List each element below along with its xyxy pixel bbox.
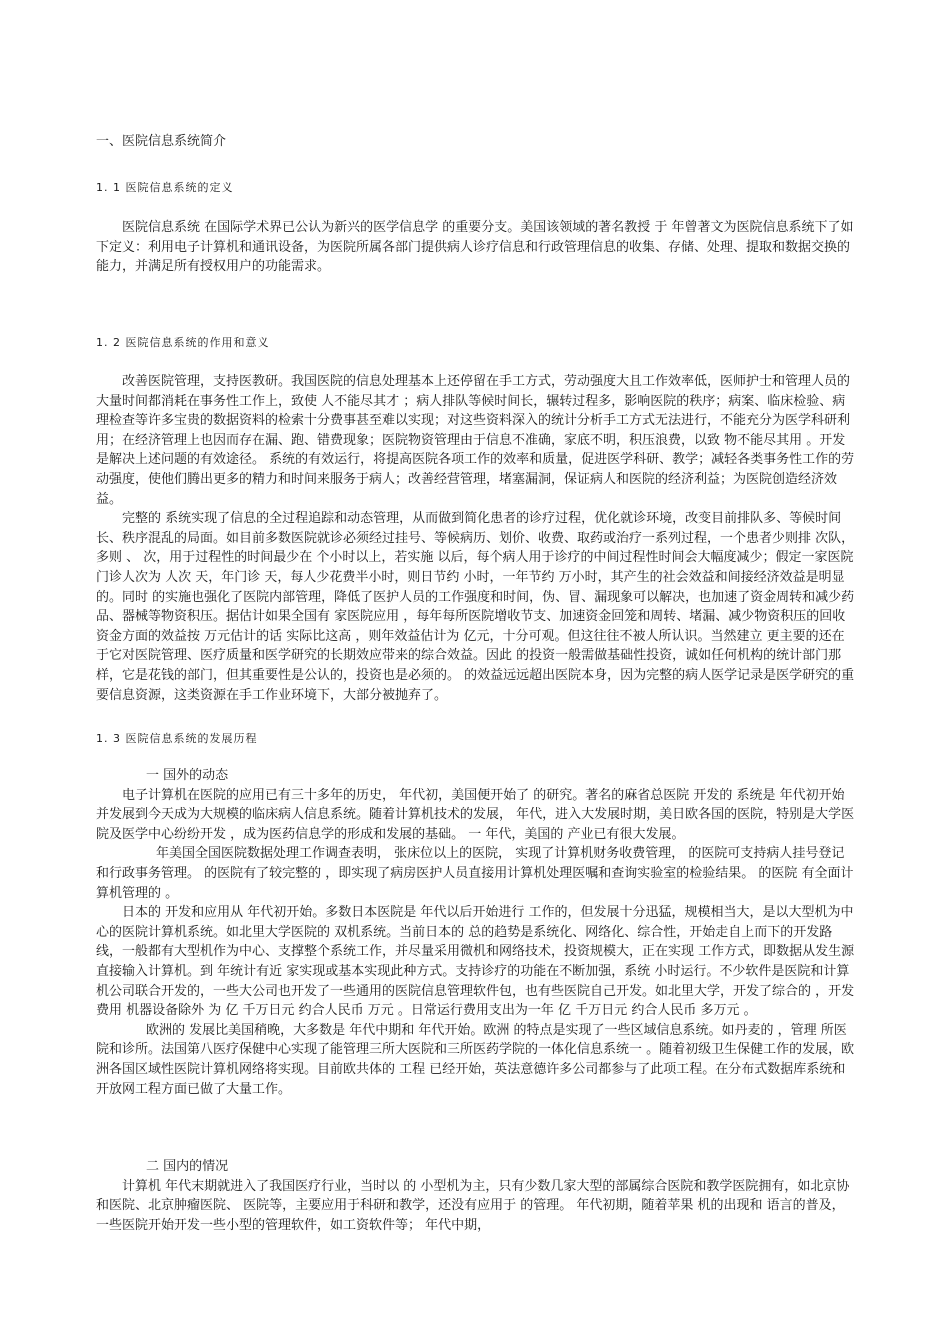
section-1-2-body xyxy=(96,372,856,705)
section-1-3-body xyxy=(96,766,856,1099)
paragraph: 年美国全国医院数据处理工作调查表明， 张床位以上的医院， 实现了计算机财务收费管理， 的医院可支持病人挂号登记和行政事务管理。 的医院有了较完整的 ，即实现了病房医护人员直接用计算机处理医嘱和查询实验室的检验结果。 的医院 有全面计算机管理的 。 xyxy=(96,846,854,901)
paragraph: 完整的 系统实现了信息的全过程追踪和动态管理，从而做到简化患者的诊疗过程，优化就诊环境，改变目前排队多、等候时间长、秩序混乱的局面。如目前多数医院就诊必须经过挂号、等候病历、划价、收费、取药或治疗一系列过程，一个患者少则排 次队，多则 、 次，用于过程性的时间最少在 个小时以上，若实施 以后，每个病人用于诊疗的中间过程性时间会大幅度减少；假定一家医院门诊人次为 人次 天，年门诊 天，每人少花费半小时，则日节约 小时，一年节约 万小时，其产生的社会效益和间接经济效益是明显的。同时 的实施也强化了医院内部管理，降低了医护人员的工作强度和时间，伪、冒、漏现象可以解决，也加速了资金周转和减少药品、器械等物资积压。据估计如果全国有 家医院应用 ，每年每所医院增收节支、加速资金回笼和周转、堵漏、减少物资积压的回收资金方面的效益按 万元估计的话 实际比这高 ，则年效益估计为 亿元，十分可观。但这往往不被人所认识。当然建立 更主要的还在于它对医院管理、医疗质量和医学研究的长期效应带来的综合效益。因此 的投资一般需做基础性投资，诚如任何机构的统计部门那样，它是花钱的部门，但其重要性是公认的，投资也是必须的。 的效益远远超出医院本身，因为完整的病人医学记录是医学研究的重要信息资源，这类资源在手工作业环境下，大部分被抛弃了。 xyxy=(96,511,855,703)
paragraph: 计算机 年代末期就进入了我国医疗行业，当时以 的 小型机为主，只有少数几家大型的部属综合医院和教学医院拥有，如北京协和医院、北京肿瘤医院、 医院等，主要应用于科研和教学，还没有应用于 的管理。 年代初期，随着苹果 机的出现和 语言的普及，一些医院开始开发一些小型的管理软件，如工资软件等； 年代中期， xyxy=(96,1178,850,1233)
paragraph: 欧洲的 发展比美国稍晚，大多数是 年代中期和 年代开始。欧洲 的特点是实现了一些区域信息系统。如丹麦的 ，管理 所医院和诊所。法国第八医疗保健中心实现了能管理三所大医院和三所医药学院的一体化信息系统一 。随着初级卫生保健工作的发展，欧洲各国区域性医院计算机网络将实现。目前欧共体的 工程 已经开始，英法意德许多公司都参与了此项工程。在分布式数据库系统和开放网工程方面已做了大量工作。 xyxy=(96,1022,855,1097)
section-1-3-heading: 1. 3 医院信息系统的发展历程 xyxy=(96,732,258,745)
section-1-3-body-continued xyxy=(96,1157,856,1235)
section-1-1-body xyxy=(96,218,856,277)
section-1-1-heading: 1. 1 医院信息系统的定义 xyxy=(96,181,234,194)
subsection-heading: 二 国内的情况 xyxy=(146,1159,229,1174)
paragraph: 日本的 开发和应用从 年代初开始。多数日本医院是 年代以后开始进行 工作的，但发展十分迅猛，规模相当大，是以大型机为中心的医院计算机系统。如北里大学医院的 双机系统。当前日本的 总的趋势是系统化、网络化、综合性，开始走自上而下的开发路线，一般都有大型机作为中心、支撑整个系统工作，并尽量采用微机和网络技术，投资规模大，正在实现 工作方式，即数据从发生源直接输入计算机。到 年统计有近 家实现或基本实现此种方式。支持诊疗的功能在不断加强，系统 小时运行。不少软件是医院和计算机公司联合开发的，一些大公司也开发了一些通用的医院信息管理软件包，也有些医院自己开发。如北里大学，开发了综合的 ，开发费用 机器设备除外 为 亿 千万日元 约合人民币 万元 。日常运行费用支出为一年 亿 千万日元 约合人民币 多万元 。 xyxy=(96,905,855,1019)
section-1-2-heading: 1. 2 医院信息系统的作用和意义 xyxy=(96,336,270,349)
subsection-heading: 一 国外的动态 xyxy=(146,768,229,783)
paragraph: 改善医院管理，支持医教研。我国医院的信息处理基本上还停留在手工方式，劳动强度大且工作效率低，医师护士和管理人员的大量时间都消耗在事务性工作上，致使 人不能尽其才 ；病人排队等候时间长，辗转过程多，影响医院的秩序；病案、临床检验、病理检查等许多宝贵的数据资料的检索十分费事甚至难以实现；对这些资料深入的统计分析手工方式无法进行，不能充分为医学科研利用；在经济管理上也因而存在漏、跑、错费现象；医院物资管理由于信息不准确，家底不明，积压浪费，以致 物不能尽其用 。开发 是解决上述问题的有效途径。 系统的有效运行，将提高医院各项工作的效率和质量，促进医学科研、教学；减轻各类事务性工作的劳动强度，使他们腾出更多的精力和时间来服务于病人；改善经营管理，堵塞漏洞，保证病人和医院的经济利益；为医院创造经济效益。 xyxy=(96,374,855,507)
paragraph: 电子计算机在医院的应用已有三十多年的历史， 年代初，美国便开始了 的研究。著名的麻省总医院 开发的 系统是 年代初开始并发展到今天成为大规模的临床病人信息系统。随着计算机技术的发展， 年代，进入大发展时期，美日欧各国的医院，特别是大学医院及医学中心纷纷开发 ，成为医药信息学的形成和发展的基础。 一 年代，美国的 产业已有很大发展。 xyxy=(96,787,855,842)
paragraph: 医院信息系统 在国际学术界已公认为新兴的医学信息学 的重要分支。美国该领域的著名教授 于 年曾著文为医院信息系统下了如下定义：利用电子计算机和通讯设备，为医院所属各部门提供病人诊疗信息和行政管理信息的收集、存储、处理、提取和数据交换的能力，并满足所有授权用户的功能需求。 xyxy=(96,220,854,275)
document-title: 一、医院信息系统简介 xyxy=(96,134,227,149)
